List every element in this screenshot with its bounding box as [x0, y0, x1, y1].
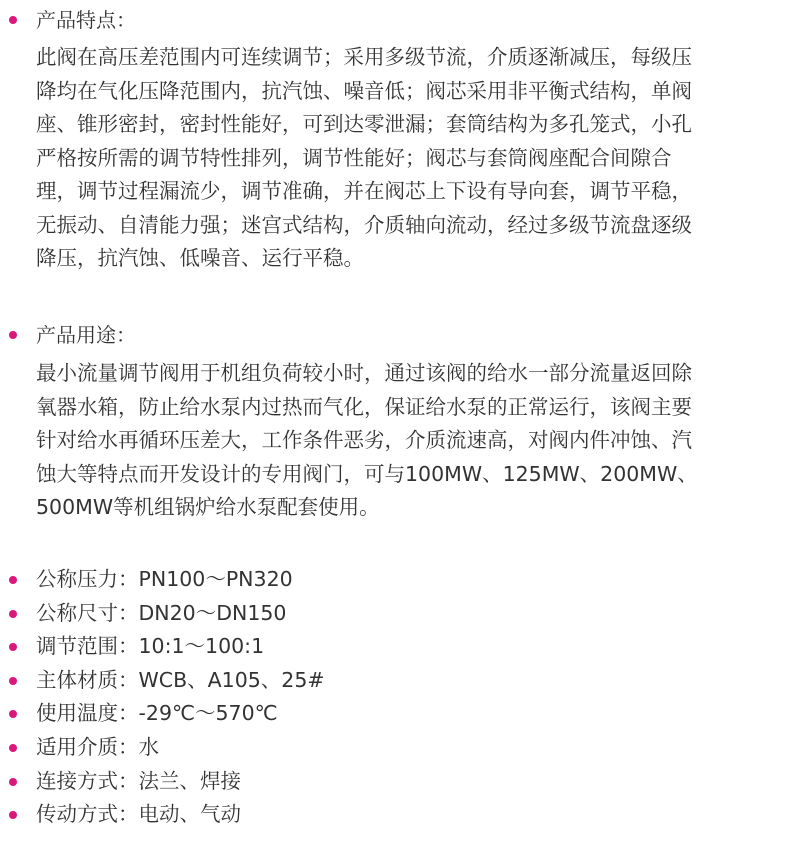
spec-label: 公称尺寸： [36, 600, 139, 625]
paragraph-line: 降压，抗汽蚀、低噪音、运行平稳。 [36, 246, 364, 270]
spec-value: PN100～PN320 [138, 567, 293, 591]
bullet-dot-icon [9, 811, 17, 819]
bullet-dot-icon [9, 331, 17, 339]
bullet-dot-icon [9, 576, 17, 584]
spec-row-material [0, 664, 800, 698]
usage-paragraph [36, 357, 784, 525]
paragraph-line: 最小流量调节阀用于机组负荷较小时，通过该阀的给水一部分流量返回除 [36, 361, 692, 385]
usage-heading-row [0, 319, 800, 351]
bullet-dot-icon [9, 744, 17, 752]
spec-value: WCB、A105、25# [138, 667, 325, 692]
paragraph-line: 此阀在高压差范围内可连续调节；采用多级节流，介质逐渐减压，每级压 [36, 45, 692, 69]
paragraph-line: 无振动、自清能力强；迷宫式结构，介质轴向流动，经过多级节流盘逐级 [36, 212, 692, 237]
paragraph-line: 降均在气化压降范围内，抗汽蚀、噪音低；阀芯采用非平衡式结构，单阀 [36, 78, 692, 103]
spec-label: 使用温度： [36, 701, 139, 726]
bullet-dot-icon [9, 610, 17, 618]
spec-list [0, 563, 800, 832]
bullet-dot-icon [9, 710, 17, 718]
spec-row-medium [0, 731, 800, 765]
paragraph-line: 座、锥形密封，密封性能好，可到达零泄漏；套筒结构为多孔笼式，小孔 [36, 112, 692, 136]
paragraph-line: 氧器水箱，防止给水泵内过热而气化，保证给水泵的正常运行，该阀主要 [36, 394, 692, 419]
spec-value: DN20～DN150 [138, 600, 287, 625]
features-heading-row [0, 4, 800, 36]
spec-row-pressure [0, 563, 800, 597]
spec-label: 连接方式： [36, 768, 139, 793]
spec-value: 电动、气动 [138, 802, 241, 827]
usage-heading: 产品用途： [36, 323, 136, 347]
paragraph-line: 500MW等机组锅炉给水泵配套使用。 [36, 495, 380, 519]
spec-label: 公称压力： [36, 567, 139, 591]
spec-label: 主体材质： [36, 667, 139, 692]
spec-row-temperature [0, 697, 800, 731]
spec-label: 适用介质： [36, 734, 139, 759]
spec-row-connection [0, 765, 800, 799]
spec-row-actuation [0, 798, 800, 832]
bullet-dot-icon [9, 16, 17, 24]
spec-value: 水 [138, 734, 159, 759]
paragraph-line: 理，调节过程漏流少，调节准确，并在阀芯上下设有导向套，调节平稳， [36, 179, 692, 203]
spec-row-range [0, 630, 800, 664]
spec-row-size [0, 597, 800, 631]
spec-value: -29℃～570℃ [138, 701, 278, 726]
spec-value: 10:1～100:1 [138, 634, 265, 659]
bullet-dot-icon [9, 778, 17, 786]
paragraph-line: 严格按所需的调节特性排列，调节性能好；阀芯与套筒阀座配合间隙合 [36, 145, 672, 170]
paragraph-line: 针对给水再循环压差大，工作条件恶劣，介质流速高，对阀内件冲蚀、汽 [36, 428, 692, 452]
paragraph-line: 蚀大等特点而开发设计的专用阀门，可与100MW、125MW、200MW、 [36, 461, 698, 486]
spec-label: 调节范围： [36, 634, 139, 659]
bullet-dot-icon [9, 643, 17, 651]
features-heading: 产品特点： [36, 8, 136, 32]
bullet-dot-icon [9, 677, 17, 685]
features-paragraph [36, 41, 784, 276]
spec-label: 传动方式： [36, 802, 139, 827]
spec-value: 法兰、焊接 [138, 768, 241, 793]
